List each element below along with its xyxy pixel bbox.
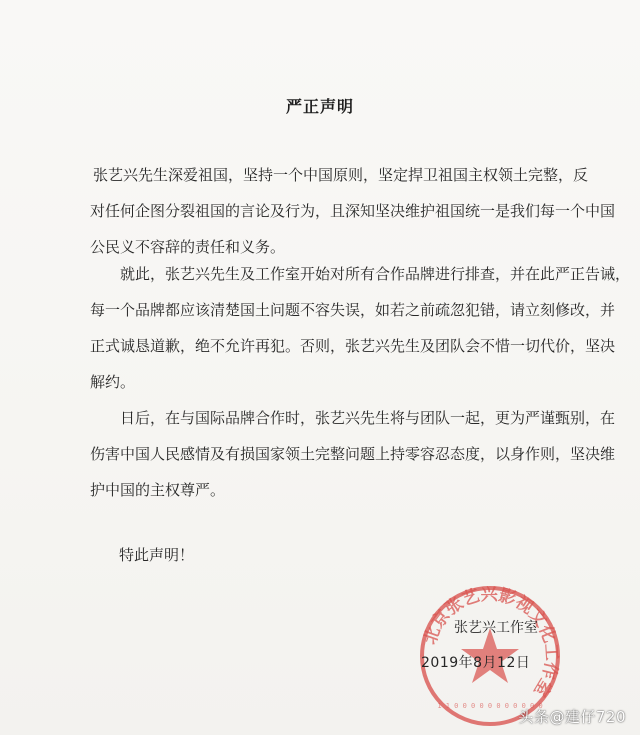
paragraph-line: 就此，张艺兴先生及工作室开始对所有合作品牌进行排查，并在此严正告诫， [120, 265, 631, 283]
document-title: 严正声明 [285, 97, 354, 116]
seal-text: 北京张艺兴影视文化工作室 [420, 584, 562, 700]
paragraph-line: 伤害中国人民感情及有损国家领土完整问题上持零容忍态度，以身作则，坚决维 [90, 445, 616, 463]
paragraph-line: 正式诚恳道歉，绝不允许再犯。否则，张艺兴先生及团队会不惜一切代价，坚决 [90, 337, 616, 355]
paragraph-2 [90, 256, 631, 400]
signer-name: 张艺兴工作室 [454, 620, 538, 636]
closing-statement: 特此声明！ [119, 546, 195, 564]
paragraph-line: 公民义不容辞的责任和义务。 [90, 238, 286, 256]
paragraph-3 [90, 400, 616, 508]
paragraph-line: 护中国的主权尊严。 [90, 481, 226, 499]
paragraph-line: 解约。 [90, 373, 136, 391]
paragraph-line: 日后，在与国际品牌合作时，张艺兴先生将与团队一起，更为严谨甄别，在 [120, 409, 616, 427]
source-watermark: 头条@建仔720 [518, 708, 626, 726]
paragraph-1 [90, 157, 616, 265]
paragraph-line: 对任何企图分裂祖国的言论及行为，且深知坚决维护祖国统一是我们每一个中国 [90, 202, 616, 220]
paragraph-line: 张艺兴先生深爱祖国，坚持一个中国原则，坚定捍卫祖国主权领土完整，反 [93, 166, 589, 184]
paragraph-line: 每一个品牌都应该清楚国土问题不容失误，如若之前疏忽犯错，请立刻修改，并 [90, 301, 616, 319]
signing-date: 2019年8月12日 [421, 655, 531, 671]
svg-text:1 1 0 0 0 0 0 0 0 0 0 0 0: 1 1 0 0 0 0 0 0 0 0 0 0 0 [437, 702, 543, 710]
